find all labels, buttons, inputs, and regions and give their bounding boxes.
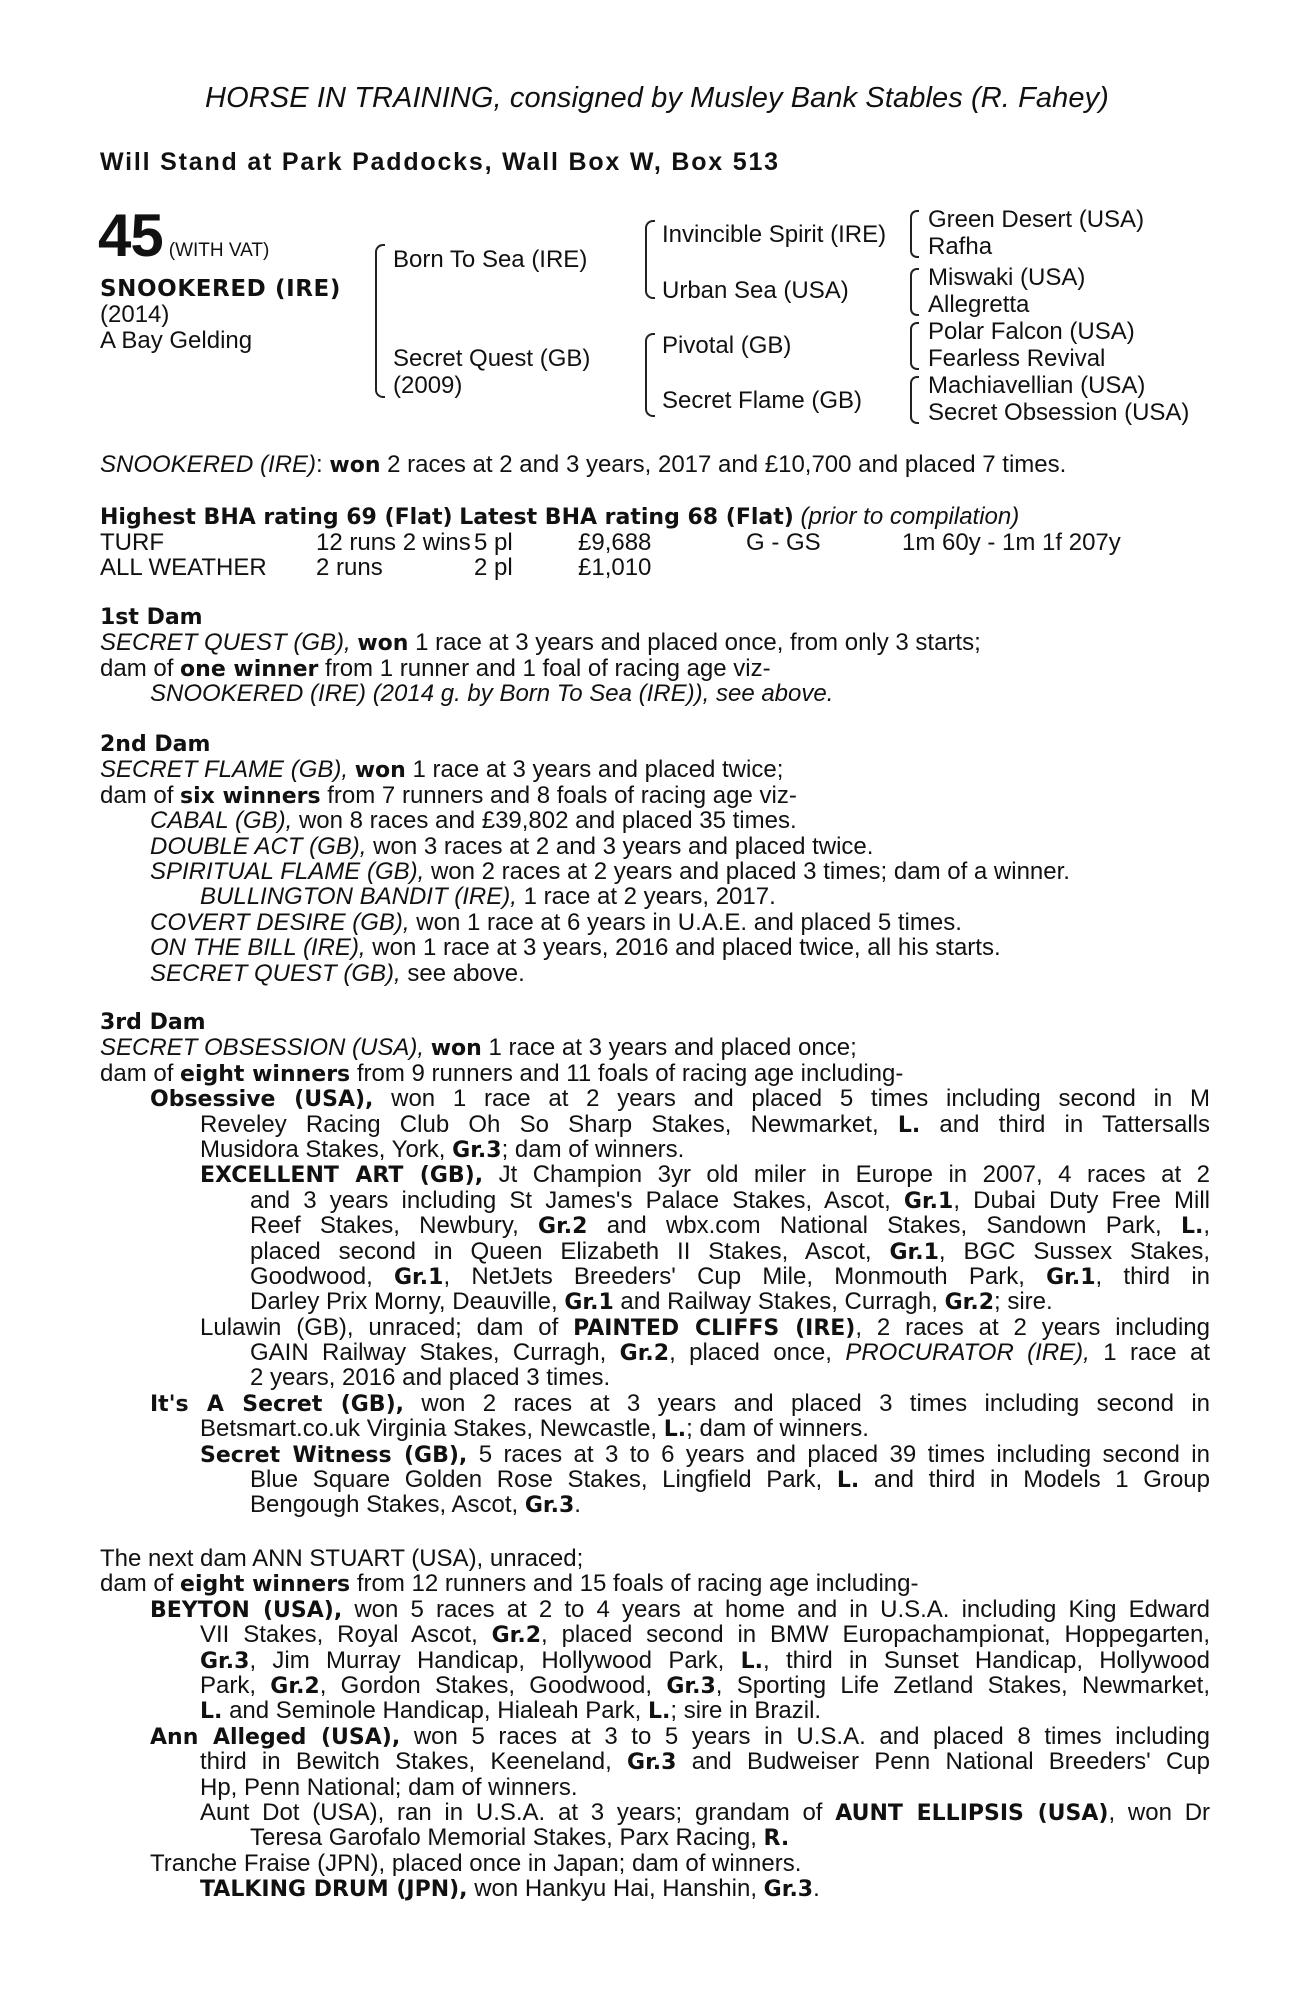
grade-label: L. xyxy=(1180,1214,1204,1239)
produce-continuation xyxy=(100,1137,1210,1162)
produce-item xyxy=(100,935,1210,960)
produce-item xyxy=(100,1162,1210,1187)
section-heading: 2nd Dam xyxy=(100,732,211,757)
produce-continuation xyxy=(100,1749,1210,1774)
lot-number xyxy=(98,202,270,269)
produce-continuation: 2 years, 2016 and placed 3 times. xyxy=(250,1364,611,1392)
pedigree-ggp-7: Machiavellian (USA) xyxy=(928,372,1146,399)
text: Goodwood, xyxy=(250,1263,373,1290)
text: , BGC Sussex Stakes, xyxy=(938,1238,1210,1264)
horse-description: A Bay Gelding xyxy=(100,327,253,354)
text: , NetJets Breeders' Cup Mile, Monmouth Park, xyxy=(443,1263,1025,1290)
pedigree-dam-year: (2009) xyxy=(393,372,463,399)
produce-item xyxy=(100,1315,1210,1340)
won-label: won xyxy=(354,758,406,784)
text: from 1 runner and 1 foal of racing age viz- xyxy=(325,654,771,682)
text: , Jim Murray Handicap, Hollywood Park, xyxy=(249,1647,725,1673)
produce-item xyxy=(100,910,1210,935)
produce-name: ON THE BILL (IRE), xyxy=(150,934,366,962)
text: from 7 runners and 8 foals of racing age viz- xyxy=(327,781,797,809)
text: and wbx.com National Stakes, Sandown Park, xyxy=(606,1213,1162,1239)
pedigree-dam-dam: Secret Flame (GB) xyxy=(662,387,863,414)
section-heading: 3rd Dam xyxy=(100,1010,206,1035)
text: , Dubai Duty Free Mill xyxy=(953,1187,1210,1214)
produce-name: COVERT DESIRE (GB), xyxy=(150,908,410,936)
text: , third in xyxy=(1095,1263,1210,1290)
produce-record: Jt Champion 3yr old miler in Europe in 2007, 4 races at 2 xyxy=(498,1162,1210,1188)
produce-record: won 1 race at 3 years, 2016 and placed twice, all his starts. xyxy=(372,934,1001,962)
produce-record: 5 races at 3 to 6 years and placed 39 times including second in xyxy=(478,1441,1210,1468)
text: Betsmart.co.uk Virginia Stakes, Newcastle, xyxy=(200,1415,658,1443)
text: ; dam of winners. xyxy=(686,1415,869,1443)
won-label: won xyxy=(357,631,409,657)
text: Aunt Dot (USA), ran in U.S.A. at 3 years; grandam of xyxy=(200,1799,823,1826)
text: ; sire in Brazil. xyxy=(670,1697,822,1725)
text: Bengough Stakes, Ascot, xyxy=(250,1491,519,1519)
produce-name: SPIRITUAL FLAME (GB), xyxy=(150,857,425,885)
produce-record: see above. xyxy=(407,959,525,987)
pedigree-ggp-8: Secret Obsession (USA) xyxy=(928,399,1190,426)
produce-continuation xyxy=(100,1648,1210,1673)
produce-continuation xyxy=(100,1213,1210,1238)
text: Darley Prix Morny, Deauville, xyxy=(250,1288,558,1316)
produce-record: won 8 races and £39,802 and placed 35 times. xyxy=(298,807,797,835)
produce-item xyxy=(100,834,1210,859)
produce-name: DOUBLE ACT (GB), xyxy=(150,832,367,860)
text: . xyxy=(574,1491,581,1519)
text: dam of xyxy=(100,1059,174,1087)
rating-note: (prior to compilation) xyxy=(800,503,1020,530)
produce-continuation xyxy=(100,1112,1210,1137)
text: Reef Stakes, Newbury, xyxy=(250,1213,519,1239)
grade-label: Gr.3 xyxy=(524,1493,575,1519)
stabling-location: Will Stand at Park Paddocks, Wall Box W, Box 513 xyxy=(100,148,780,176)
grade-label: Gr.2 xyxy=(619,1341,670,1366)
record-runs: 12 runs 2 wins xyxy=(316,529,471,556)
produce-item xyxy=(100,884,1210,909)
record-distance: 1m 60y - 1m 1f 207y xyxy=(902,529,1121,556)
race-record-table xyxy=(100,530,1121,580)
grade-label: L. xyxy=(663,1417,687,1443)
grade-label: L. xyxy=(200,1699,223,1725)
vat-note: (WITH VAT) xyxy=(168,240,270,261)
pedigree-sire-sire: Invincible Spirit (IRE) xyxy=(662,221,887,248)
grade-label: Gr.3 xyxy=(666,1673,716,1699)
record-earnings: £1,010 xyxy=(578,554,652,581)
dam-record: 1 race at 3 years and placed once, from only 3 starts; xyxy=(415,629,981,657)
produce-item: SNOOKERED (IRE) (2014 g. by Born To Sea (IRE)), see above. xyxy=(150,680,834,708)
produce-name: Ann Alleged (USA), xyxy=(150,1724,401,1750)
summary-rest: 2 races at 2 and 3 years, 2017 and £10,700 and placed 7 times. xyxy=(387,451,1067,478)
text: , placed second in BMW Europachampionat, Hoppegarten, xyxy=(541,1622,1210,1648)
next-dam-section xyxy=(100,1546,1210,1901)
produce-record: won Hankyu Hai, Hanshin, xyxy=(474,1875,757,1903)
text: and 3 years including St James's Palace Stakes, Ascot, xyxy=(250,1187,891,1214)
grade-label: Gr.1 xyxy=(564,1290,614,1316)
produce-continuation xyxy=(100,1622,1210,1647)
produce-continuation xyxy=(100,1416,1210,1441)
text: , 2 races at 2 years including xyxy=(855,1314,1210,1341)
pedigree-ggp-2: Rafha xyxy=(928,233,993,260)
grade-label: Gr.1 xyxy=(394,1264,444,1290)
grade-label: Gr.2 xyxy=(538,1214,588,1239)
dam-line xyxy=(100,1035,1210,1060)
produce-name: SECRET QUEST (GB), xyxy=(150,959,401,987)
pedigree-dam: Secret Quest (GB) xyxy=(393,345,591,372)
produce-line xyxy=(100,1061,1210,1086)
race-summary: SNOOKERED (IRE): won 2 races at 2 and 3 years, 2017 and £10,700 and placed 7 times. xyxy=(100,451,1067,478)
won-label: won xyxy=(430,1036,482,1062)
produce-record: won 3 races at 2 and 3 years and placed twice. xyxy=(373,832,874,860)
produce-item xyxy=(100,961,1210,986)
text: third in Bewitch Stakes, Keeneland, xyxy=(200,1749,612,1775)
record-going xyxy=(746,555,902,580)
text: , third in Sunset Handicap, Hollywood xyxy=(763,1647,1210,1673)
grade-label: Gr.3 xyxy=(763,1877,814,1903)
produce-name: AUNT ELLIPSIS (USA) xyxy=(835,1800,1109,1826)
grade-label: Gr.1 xyxy=(1046,1264,1096,1290)
dam-name: SECRET QUEST (GB), xyxy=(100,629,351,657)
produce-name: Secret Witness (GB), xyxy=(200,1442,468,1468)
produce-continuation xyxy=(100,1698,1210,1723)
pedigree-brace-sire xyxy=(645,220,655,299)
horse-year: (2014) xyxy=(100,301,170,328)
text: , won Dr xyxy=(1108,1799,1210,1826)
record-runs: 2 runs xyxy=(316,554,383,581)
produce-name: BEYTON (USA), xyxy=(150,1597,343,1623)
second-dam-section xyxy=(100,732,1210,986)
pedigree-ggp-5: Polar Falcon (USA) xyxy=(928,318,1135,345)
produce-record: won 2 races at 2 years and placed 3 times; dam of a winner. xyxy=(430,857,1070,885)
first-dam-section xyxy=(100,605,1210,707)
dam-line xyxy=(100,630,1210,655)
produce-record: won 5 races at 2 to 4 years at home and in U.S.A. including King Edward xyxy=(354,1596,1210,1623)
produce-name: PROCURATOR (IRE), xyxy=(845,1340,1090,1366)
consignor-header: HORSE IN TRAINING, consigned by Musley Bank Stables (R. Fahey) xyxy=(205,82,1109,114)
produce-continuation xyxy=(100,1673,1210,1698)
text: from 12 runners and 15 foals of racing age including- xyxy=(356,1570,919,1598)
grade-label: L. xyxy=(740,1648,764,1673)
dam-name: SECRET FLAME (GB), xyxy=(100,756,349,784)
horse-identity xyxy=(100,276,341,354)
produce-record: won 2 races at 3 years and placed 3 times including second in xyxy=(421,1390,1210,1417)
produce-record: won 1 race at 2 years and placed 5 times including second in M xyxy=(391,1086,1210,1112)
produce-name: TALKING DRUM (JPN), xyxy=(200,1877,468,1903)
winners-count: eight winners xyxy=(180,1061,351,1087)
text: and third in Models 1 Group xyxy=(873,1467,1210,1493)
produce-continuation xyxy=(100,1188,1210,1213)
grade-label: R. xyxy=(763,1826,790,1852)
produce-item xyxy=(100,1442,1210,1467)
record-placed: 5 pl xyxy=(474,529,513,556)
record-surface: TURF xyxy=(100,529,164,556)
produce-line xyxy=(100,656,1210,681)
pedigree-ggp-6: Fearless Revival xyxy=(928,345,1106,372)
grade-label: Gr.2 xyxy=(491,1623,542,1648)
pedigree-brace-g3 xyxy=(910,322,919,370)
dam-name: SECRET OBSESSION (USA), xyxy=(100,1034,425,1062)
record-distance xyxy=(902,555,1121,580)
produce-continuation xyxy=(100,1825,1210,1850)
pedigree-ggp-3: Miswaki (USA) xyxy=(928,264,1086,291)
bha-ratings xyxy=(100,504,1019,531)
text: Blue Square Golden Rose Stakes, Lingfield Park, xyxy=(250,1467,823,1493)
summary-won: won xyxy=(329,453,381,478)
pedigree-brace-main xyxy=(375,244,385,398)
produce-item xyxy=(100,1800,1210,1825)
record-surface: ALL WEATHER xyxy=(100,554,267,581)
produce-name: BULLINGTON BANDIT (IRE), xyxy=(200,883,517,911)
horse-name: SNOOKERED (IRE) xyxy=(100,276,341,302)
grade-label: Gr.1 xyxy=(889,1239,939,1264)
produce-continuation xyxy=(100,1289,1210,1314)
winners-count: eight winners xyxy=(180,1572,351,1598)
text: ; dam of winners. xyxy=(501,1135,685,1163)
pedigree-sire: Born To Sea (IRE) xyxy=(393,246,588,273)
pedigree-brace-g4 xyxy=(910,376,919,424)
dam-record: 1 race at 3 years and placed twice; xyxy=(412,756,784,784)
produce-item xyxy=(100,859,1210,884)
text: VII Stakes, Royal Ascot, xyxy=(200,1622,478,1648)
produce-line xyxy=(100,1571,1210,1596)
text: and Railway Stakes, Curragh, xyxy=(620,1288,938,1316)
text: placed second in Queen Elizabeth II Stakes, Ascot, xyxy=(250,1238,872,1264)
record-going: G - GS xyxy=(746,529,821,556)
winners-count: one winner xyxy=(180,656,319,682)
produce-item: Tranche Fraise (JPN), placed once in Japan; dam of winners. xyxy=(150,1849,802,1877)
produce-name: CABAL (GB), xyxy=(150,807,293,835)
produce-record: won 1 race at 6 years in U.A.E. and placed 5 times. xyxy=(416,908,962,936)
produce-continuation xyxy=(100,1492,1210,1517)
produce-record: 1 race at 2 years, 2017. xyxy=(523,883,776,911)
table-row xyxy=(100,530,1121,555)
section-heading: 1st Dam xyxy=(100,605,203,630)
text: GAIN Railway Stakes, Curragh, xyxy=(250,1340,607,1366)
grade-label: L. xyxy=(897,1112,921,1137)
grade-label: L. xyxy=(647,1699,671,1725)
produce-item xyxy=(100,808,1210,833)
grade-label: Gr.3 xyxy=(200,1648,250,1673)
text: , placed once, xyxy=(669,1340,832,1366)
grade-label: L. xyxy=(836,1468,860,1493)
record-placed: 2 pl xyxy=(474,554,513,581)
produce-record: won 5 races at 3 to 5 years in U.S.A. and placed 8 times including xyxy=(413,1723,1210,1750)
text: Musidora Stakes, York, xyxy=(200,1135,446,1163)
produce-name: It's A Secret (GB), xyxy=(150,1391,404,1417)
pedigree-brace-dam xyxy=(645,333,655,417)
winners-count: six winners xyxy=(180,783,321,809)
produce-item xyxy=(100,1086,1210,1111)
produce-continuation xyxy=(100,1239,1210,1264)
third-dam-section xyxy=(100,1010,1210,1518)
highest-rating: Highest BHA rating 69 (Flat) xyxy=(100,505,453,530)
grade-label: Gr.3 xyxy=(627,1750,677,1775)
text: dam of xyxy=(100,1570,174,1598)
produce-item xyxy=(100,1597,1210,1622)
produce-line xyxy=(100,783,1210,808)
text: from 9 runners and 11 foals of racing age including- xyxy=(356,1059,904,1087)
produce-item xyxy=(100,1724,1210,1749)
produce-continuation xyxy=(100,1467,1210,1492)
text: , Sporting Life Zetland Stakes, Newmarket, xyxy=(715,1672,1210,1699)
text: Reveley Racing Club Oh So Sharp Stakes, Newmarket, xyxy=(200,1111,879,1137)
latest-rating: Latest BHA rating 68 (Flat) xyxy=(459,505,794,530)
produce-continuation: Hp, Penn National; dam of winners. xyxy=(200,1773,578,1801)
pedigree-brace-g1 xyxy=(910,210,919,258)
text: . xyxy=(813,1875,820,1903)
pedigree-dam-sire: Pivotal (GB) xyxy=(662,332,792,359)
text: dam of xyxy=(100,654,174,682)
text: and Seminole Handicap, Hialeah Park, xyxy=(229,1697,642,1725)
text: ; sire. xyxy=(994,1288,1053,1316)
dam-record: 1 race at 3 years and placed once; xyxy=(488,1034,857,1062)
pedigree-sire-dam: Urban Sea (USA) xyxy=(662,277,849,304)
produce-name: PAINTED CLIFFS (IRE) xyxy=(573,1315,856,1341)
text: 1 race at xyxy=(1103,1340,1210,1366)
produce-name: Obsessive (USA), xyxy=(150,1087,374,1112)
dam-line: The next dam ANN STUART (USA), unraced; xyxy=(100,1545,584,1572)
text: , Gordon Stakes, Goodwood, xyxy=(319,1672,653,1699)
lot-number-value: 45 xyxy=(98,202,163,269)
text: Lulawin (GB), unraced; dam of xyxy=(200,1314,559,1341)
text: Teresa Garofalo Memorial Stakes, Parx Racing, xyxy=(250,1824,757,1852)
produce-continuation xyxy=(100,1340,1210,1365)
dam-line xyxy=(100,757,1210,782)
text: and Budweiser Penn National Breeders' Cup xyxy=(691,1749,1210,1775)
produce-item xyxy=(100,1391,1210,1416)
grade-label: Gr.1 xyxy=(903,1188,954,1214)
grade-label: Gr.3 xyxy=(452,1137,502,1163)
produce-name: EXCELLENT ART (GB), xyxy=(200,1163,484,1188)
produce-item xyxy=(100,1876,1210,1901)
summary-horse-name: SNOOKERED (IRE) xyxy=(100,451,317,478)
text: dam of xyxy=(100,781,174,809)
pedigree-brace-g2 xyxy=(910,268,919,316)
text: and third in Tattersalls xyxy=(939,1111,1210,1137)
grade-label: Gr.2 xyxy=(944,1290,995,1316)
produce-continuation xyxy=(100,1264,1210,1289)
pedigree-ggp-4: Allegretta xyxy=(928,291,1030,318)
table-row xyxy=(100,555,1121,580)
text: Park, xyxy=(200,1672,257,1699)
text: , xyxy=(1203,1213,1210,1239)
record-earnings: £9,688 xyxy=(578,529,652,556)
grade-label: Gr.2 xyxy=(270,1673,320,1699)
pedigree-ggp-1: Green Desert (USA) xyxy=(928,206,1145,233)
